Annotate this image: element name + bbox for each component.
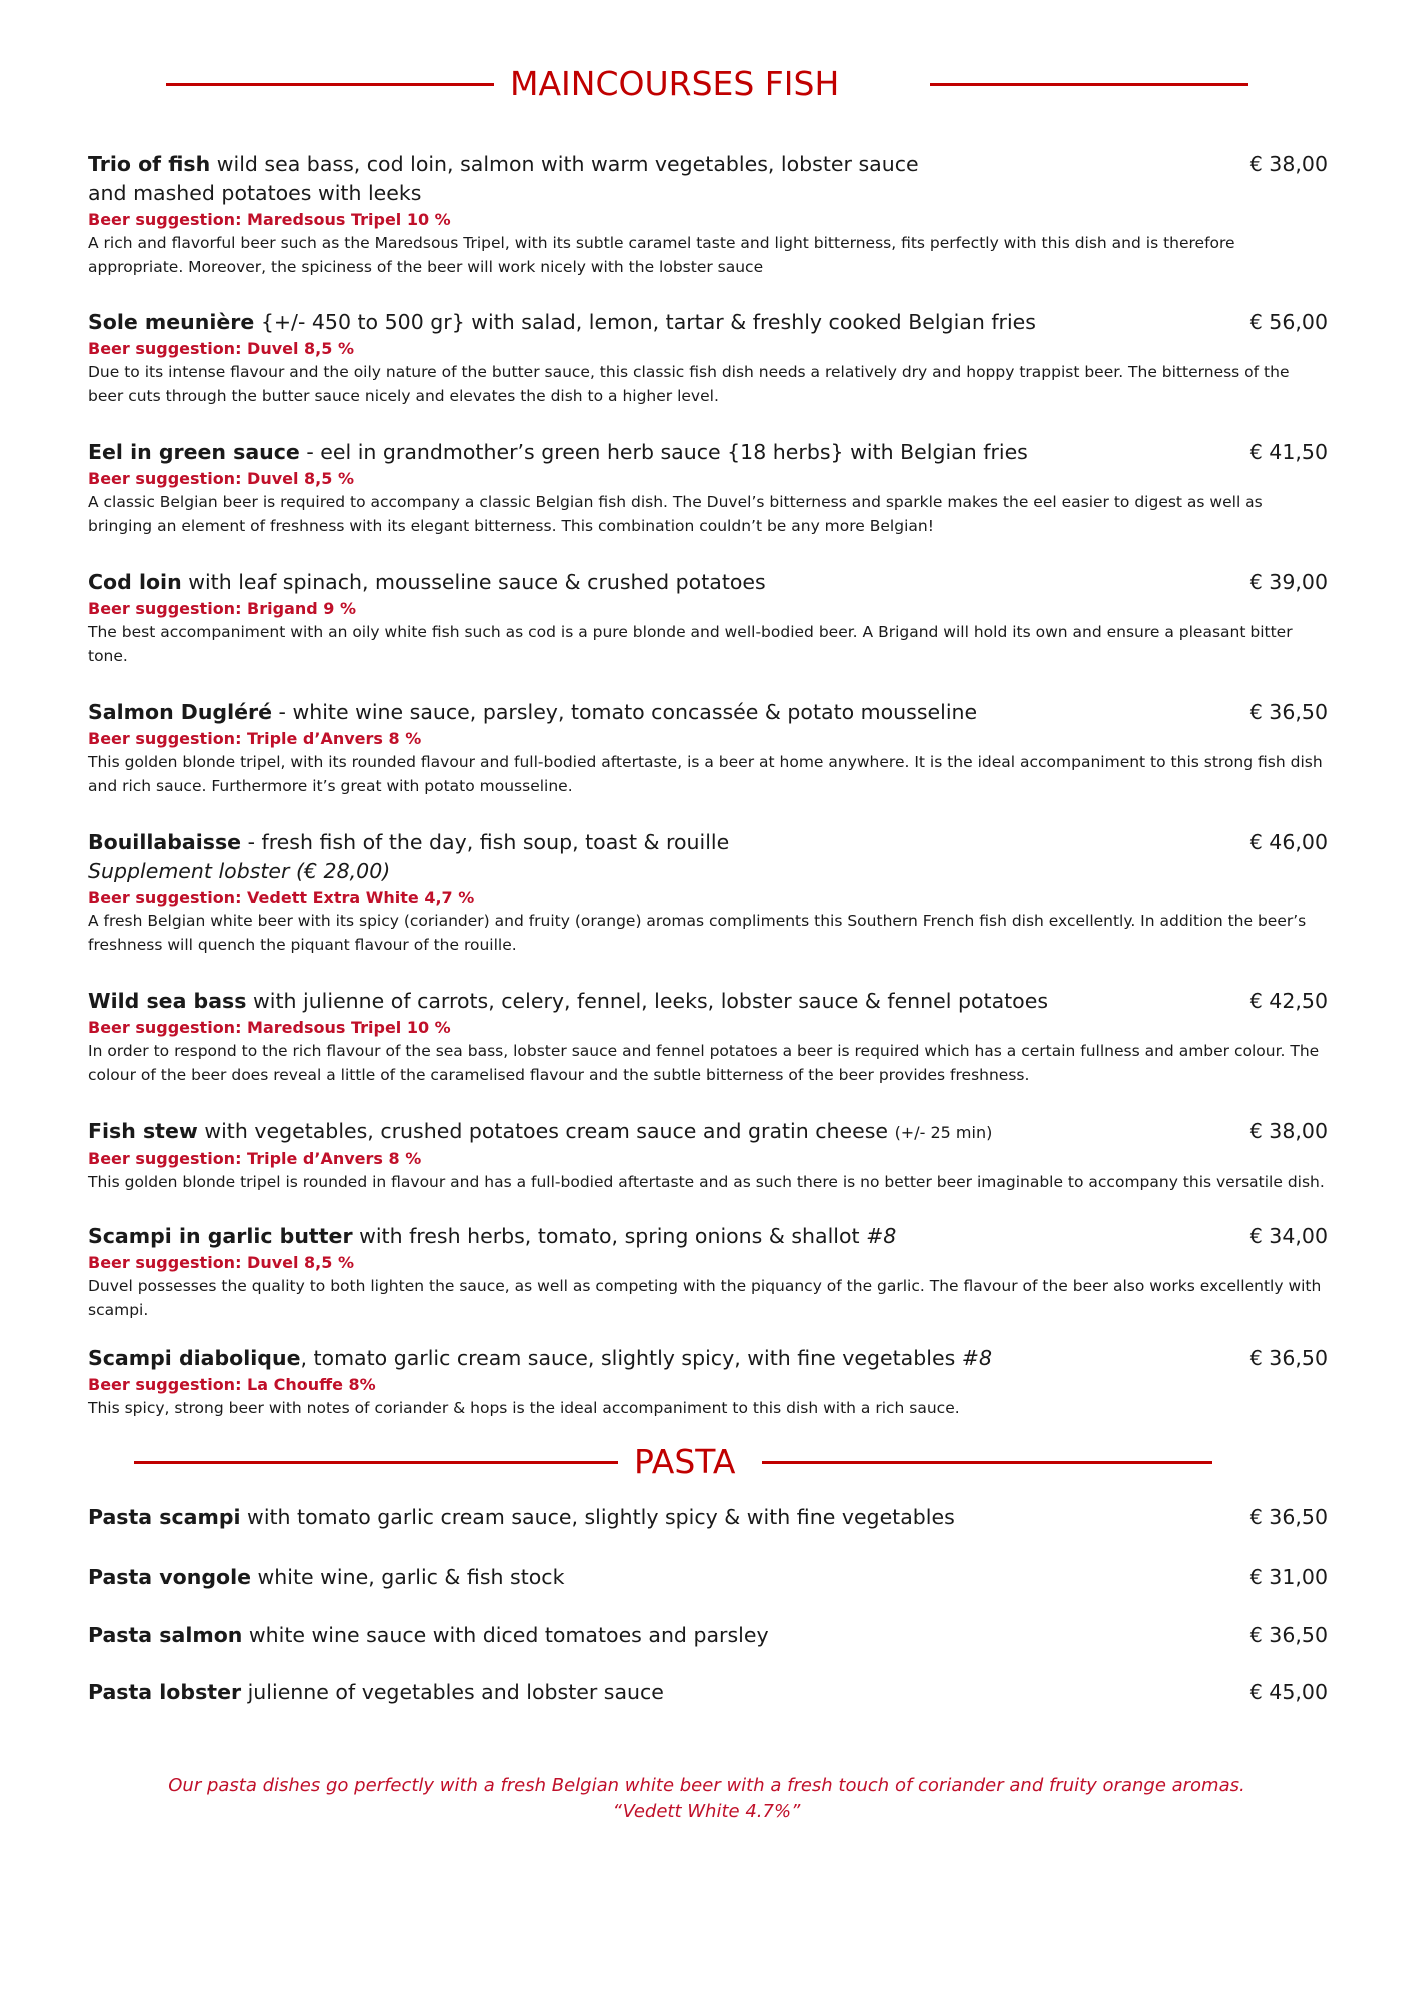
dish-description: - eel in grandmother’s green herb sauce {18 herbs} with Belgian fries bbox=[299, 440, 1028, 464]
beer-pairing-note: A classic Belgian beer is required to accompany a classic Belgian fish dish. The Duvel’s bitterness and sparkle makes the eel easier to digest as well as bringing an element of freshness with its elegant bitterness. This combination couldn’t be any more Belgian! bbox=[88, 493, 1263, 535]
beer-pairing-note: This golden blonde tripel is rounded in flavour and has a full-bodied aftertaste and as such there is no better beer imaginable to accompany this versatile dish. bbox=[88, 1173, 1325, 1191]
header-rule-right bbox=[930, 83, 1248, 86]
dish-description: wild sea bass, cod loin, salmon with warm vegetables, lobster sauce bbox=[210, 152, 919, 176]
beer-pairing-note: Due to its intense flavour and the oily nature of the butter sauce, this classic fish dish needs a relatively dry and hoppy trappist beer. The bitterness of the beer cuts through the butter sauce nicely and elevates the dish to a higher level. bbox=[88, 363, 1290, 405]
dish-name: Wild sea bass bbox=[88, 989, 247, 1013]
dish-price: € 36,50 bbox=[1249, 1623, 1328, 1647]
dish-description: with vegetables, crushed potatoes cream sauce and gratin cheese bbox=[197, 1119, 895, 1143]
pasta-section-header bbox=[0, 1432, 1413, 1492]
menu-item-pasta-vongole bbox=[88, 1563, 1328, 1592]
fish-section-header bbox=[0, 54, 1413, 114]
beer-pairing-note: A fresh Belgian white beer with its spicy (coriander) and fruity (orange) aromas compliments this Southern French fish dish excellently. In addition the beer’s freshness will quench the piquant flavour of the rouille. bbox=[88, 912, 1307, 954]
dish-name: Pasta lobster bbox=[88, 1680, 242, 1704]
beer-pairing-note: This spicy, strong beer with notes of coriander & hops is the ideal accompaniment to this dish with a rich sauce. bbox=[88, 1399, 960, 1417]
beer-suggestion: Beer suggestion: Vedett Extra White 4,7 % bbox=[88, 888, 475, 907]
beer-suggestion: Beer suggestion: Duvel 8,5 % bbox=[88, 339, 354, 358]
pasta-beer-note-line1: Our pasta dishes go perfectly with a fresh Belgian white beer with a fresh touch of coriander and fruity orange aromas. bbox=[168, 1775, 1245, 1796]
beer-pairing-note: The best accompaniment with an oily white fish such as cod is a pure blonde and well-bodied beer. A Brigand will hold its own and ensure a pleasant bitter tone. bbox=[88, 623, 1293, 665]
dish-name: Salmon Dugléré bbox=[88, 700, 273, 724]
beer-suggestion: Beer suggestion: Maredsous Tripel 10 % bbox=[88, 1018, 451, 1037]
dish-name: Trio of fish bbox=[88, 152, 211, 176]
dish-name: Pasta scampi bbox=[88, 1505, 241, 1529]
beer-pairing-note: A rich and flavorful beer such as the Maredsous Tripel, with its subtle caramel taste and light bitterness, fits perfectly with this dish and is therefore appropriate. Moreover, the spiciness of the beer will work nicely with the lobster sauce bbox=[88, 234, 1235, 276]
dish-description: - fresh fish of the day, fish soup, toast & rouille bbox=[241, 830, 730, 854]
dish-price: € 42,50 bbox=[1249, 989, 1328, 1013]
menu-item-scampi-diabolique bbox=[88, 1344, 1328, 1421]
menu-item-pasta-scampi bbox=[88, 1503, 1328, 1532]
allergen-tag: #8 bbox=[866, 1224, 897, 1248]
beer-suggestion: Beer suggestion: Triple d’Anvers 8 % bbox=[88, 1149, 422, 1168]
menu-item-fish-stew bbox=[88, 1117, 1328, 1195]
dish-name: Sole meunière bbox=[88, 310, 255, 334]
dish-description: with julienne of carrots, celery, fennel, leeks, lobster sauce & fennel potatoes bbox=[246, 989, 1049, 1013]
dish-price: € 46,00 bbox=[1249, 830, 1328, 854]
dish-name: Pasta salmon bbox=[88, 1623, 243, 1647]
dish-price: € 38,00 bbox=[1249, 152, 1328, 176]
dish-price: € 56,00 bbox=[1249, 310, 1328, 334]
dish-description: - white wine sauce, parsley, tomato concassée & potato mousseline bbox=[272, 700, 978, 724]
lobster-supplement: Supplement lobster (€ 28,00) bbox=[88, 859, 391, 883]
header-rule-left bbox=[166, 83, 494, 86]
beer-suggestion: Beer suggestion: Brigand 9 % bbox=[88, 599, 357, 618]
beer-suggestion: Beer suggestion: Duvel 8,5 % bbox=[88, 469, 354, 488]
pasta-beer-note bbox=[0, 1773, 1413, 1825]
dish-description: , tomato garlic cream sauce, slightly spicy, with fine vegetables bbox=[300, 1346, 962, 1370]
menu-item-salmon-duglere bbox=[88, 698, 1328, 798]
dish-description: julienne of vegetables and lobster sauce bbox=[241, 1680, 664, 1704]
dish-price: € 31,00 bbox=[1249, 1565, 1328, 1589]
menu-item-pasta-salmon bbox=[88, 1621, 1328, 1650]
menu-item-pasta-lobster bbox=[88, 1678, 1328, 1707]
cooking-time: (+/- 25 min) bbox=[894, 1123, 993, 1142]
beer-pairing-note: In order to respond to the rich flavour of the sea bass, lobster sauce and fennel potatoes a beer is required which has a certain fullness and amber colour. The colour of the beer does reveal a little of the caramelised flavour and the subtle bitterness of the beer provides freshness. bbox=[88, 1042, 1320, 1084]
dish-price: € 39,00 bbox=[1249, 570, 1328, 594]
dish-name: Bouillabaisse bbox=[88, 830, 242, 854]
dish-price: € 36,50 bbox=[1249, 700, 1328, 724]
beer-pairing-note: Duvel possesses the quality to both lighten the sauce, as well as competing with the piquancy of the garlic. The flavour of the beer also works excellently with scampi. bbox=[88, 1277, 1322, 1319]
menu-item-scampi-garlic-butter bbox=[88, 1222, 1328, 1322]
header-rule-right bbox=[762, 1461, 1212, 1464]
section-title-pasta: PASTA bbox=[634, 1442, 736, 1481]
menu-item-bouillabaisse bbox=[88, 828, 1328, 957]
dish-description: with tomato garlic cream sauce, slightly spicy & with fine vegetables bbox=[240, 1505, 955, 1529]
dish-name: Fish stew bbox=[88, 1119, 198, 1143]
dish-price: € 45,00 bbox=[1249, 1680, 1328, 1704]
menu-item-trio-of-fish bbox=[88, 150, 1328, 279]
allergen-tag: #8 bbox=[961, 1346, 992, 1370]
dish-price: € 36,50 bbox=[1249, 1505, 1328, 1529]
menu-item-eel-in-green-sauce bbox=[88, 438, 1328, 538]
dish-price: € 41,50 bbox=[1249, 440, 1328, 464]
menu-item-sole-meuniere bbox=[88, 308, 1328, 408]
dish-name: Scampi diabolique bbox=[88, 1346, 301, 1370]
dish-description: white wine sauce with diced tomatoes and parsley bbox=[242, 1623, 769, 1647]
dish-price: € 34,00 bbox=[1249, 1224, 1328, 1248]
pasta-beer-note-line2: “Vedett White 4.7%” bbox=[612, 1801, 801, 1822]
dish-price: € 38,00 bbox=[1249, 1119, 1328, 1143]
menu-item-cod-loin bbox=[88, 568, 1328, 668]
header-rule-left bbox=[134, 1461, 618, 1464]
beer-suggestion: Beer suggestion: Maredsous Tripel 10 % bbox=[88, 210, 451, 229]
beer-suggestion: Beer suggestion: Duvel 8,5 % bbox=[88, 1253, 354, 1272]
dish-description: {+/- 450 to 500 gr} with salad, lemon, tartar & freshly cooked Belgian fries bbox=[254, 310, 1036, 334]
dish-description: with leaf spinach, mousseline sauce & crushed potatoes bbox=[181, 570, 766, 594]
dish-name: Pasta vongole bbox=[88, 1565, 252, 1589]
dish-name: Cod loin bbox=[88, 570, 182, 594]
dish-price: € 36,50 bbox=[1249, 1346, 1328, 1370]
dish-name: Eel in green sauce bbox=[88, 440, 300, 464]
beer-suggestion: Beer suggestion: La Chouffe 8% bbox=[88, 1375, 376, 1394]
beer-pairing-note: This golden blonde tripel, with its rounded flavour and full-bodied aftertaste, is a beer at home anywhere. It is the ideal accompaniment to this strong fish dish and rich sauce. Furthermore it’s great with potato mousseline. bbox=[88, 753, 1323, 795]
menu-item-wild-sea-bass bbox=[88, 987, 1328, 1087]
dish-name: Scampi in garlic butter bbox=[88, 1224, 353, 1248]
beer-suggestion: Beer suggestion: Triple d’Anvers 8 % bbox=[88, 729, 422, 748]
dish-description: white wine, garlic & fish stock bbox=[251, 1565, 565, 1589]
dish-description: with fresh herbs, tomato, spring onions & shallot bbox=[352, 1224, 867, 1248]
section-title-fish: MAINCOURSES FISH bbox=[510, 64, 840, 103]
dish-description-continued: and mashed potatoes with leeks bbox=[88, 181, 422, 205]
